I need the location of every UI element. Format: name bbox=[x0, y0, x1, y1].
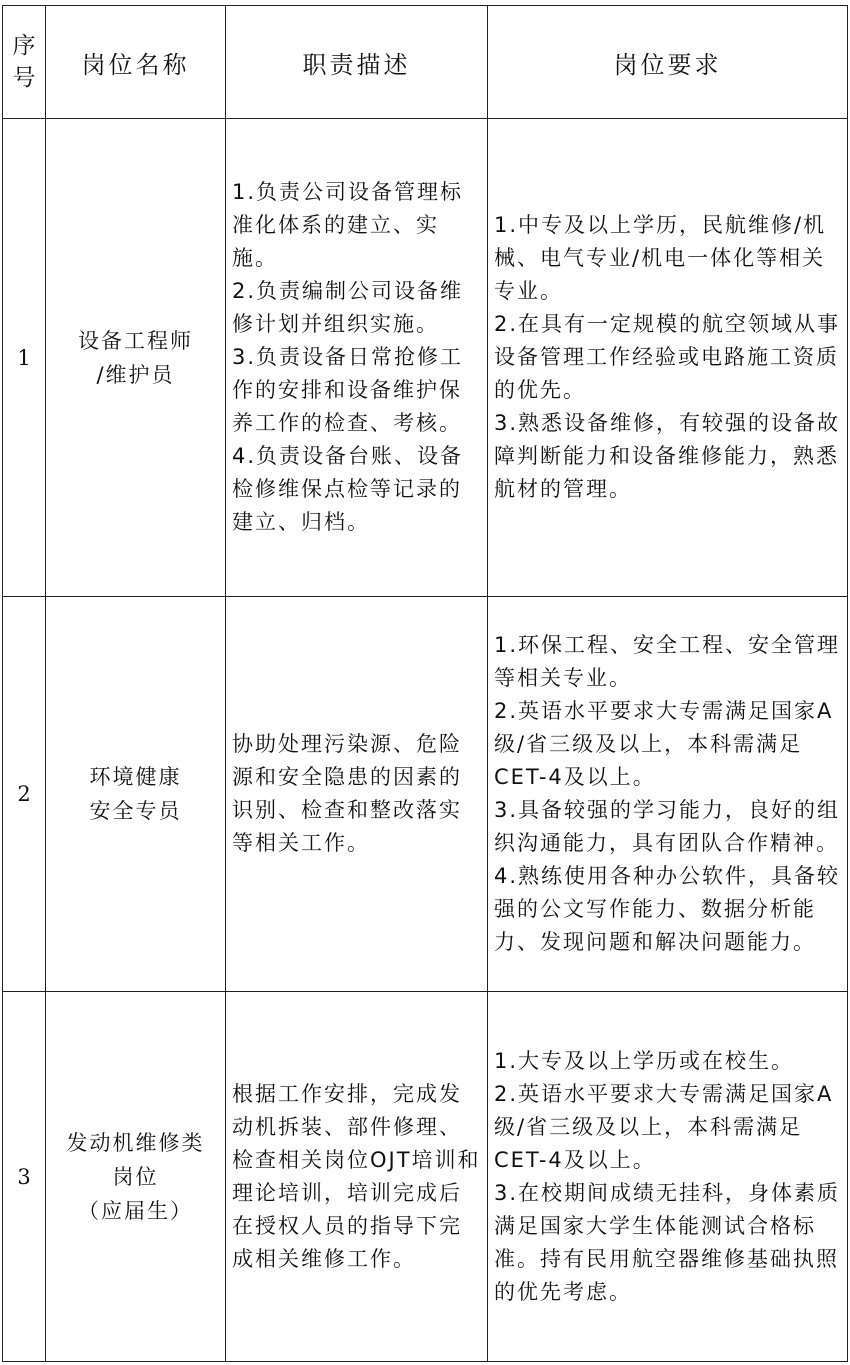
row-no: 1 bbox=[3, 119, 46, 597]
table-row bbox=[3, 992, 848, 1362]
header-row bbox=[3, 6, 848, 119]
header-req: 岗位要求 bbox=[488, 6, 848, 119]
header-duty: 职责描述 bbox=[226, 6, 488, 119]
table-row bbox=[3, 597, 848, 992]
row-no: 3 bbox=[3, 992, 46, 1362]
row-no: 2 bbox=[3, 597, 46, 992]
row-duty: 1.负责公司设备管理标准化体系的建立、实施。 2.负责编制公司设备维修计划并组织实施。 3.负责设备日常抢修工作的安排和设备维护保养工作的检查、考核。 4.负责设备台账、设备检修维保点检等记录的建立、归档。 bbox=[226, 119, 488, 597]
row-duty: 协助处理污染源、危险源和安全隐患的因素的识别、检查和整改落实等相关工作。 bbox=[226, 597, 488, 992]
row-requirements: 1.环保工程、安全工程、安全管理等相关专业。 2.英语水平要求大专需满足国家A级/省三级及以上，本科需满足CET-4及以上。 3.具备较强的学习能力，良好的组织沟通能力，具有团队合作精神。 4.熟练使用各种办公软件，具备较强的公文写作能力、数据分析能力、发现问题和解决问题能力。 bbox=[488, 597, 848, 992]
table-row bbox=[3, 119, 848, 597]
header-no: 序 号 bbox=[3, 6, 46, 119]
row-job-name: 设备工程师 /维护员 bbox=[46, 119, 226, 597]
row-job-name: 环境健康 安全专员 bbox=[46, 597, 226, 992]
row-requirements: 1.大专及以上学历或在校生。 2.英语水平要求大专需满足国家A级/省三级及以上，本科需满足CET-4及以上。 3.在校期间成绩无挂科，身体素质满足国家大学生体能测试合格标准。持有民用航空器维修基础执照的优先考虑。 bbox=[488, 992, 848, 1362]
header-name: 岗位名称 bbox=[46, 6, 226, 119]
row-duty: 根据工作安排，完成发动机拆装、部件修理、检查相关岗位OJT培训和理论培训，培训完成后在授权人员的指导下完成相关维修工作。 bbox=[226, 992, 488, 1362]
row-requirements: 1.中专及以上学历，民航维修/机械、电气专业/机电一体化等相关专业。 2.在具有一定规模的航空领域从事设备管理工作经验或电路施工资质的优先。 3.熟悉设备维修，有较强的设备故障判断能力和设备维修能力，熟悉航材的管理。 bbox=[488, 119, 848, 597]
job-table bbox=[2, 5, 848, 1362]
row-job-name: 发动机维修类 岗位 （应届生） bbox=[46, 992, 226, 1362]
